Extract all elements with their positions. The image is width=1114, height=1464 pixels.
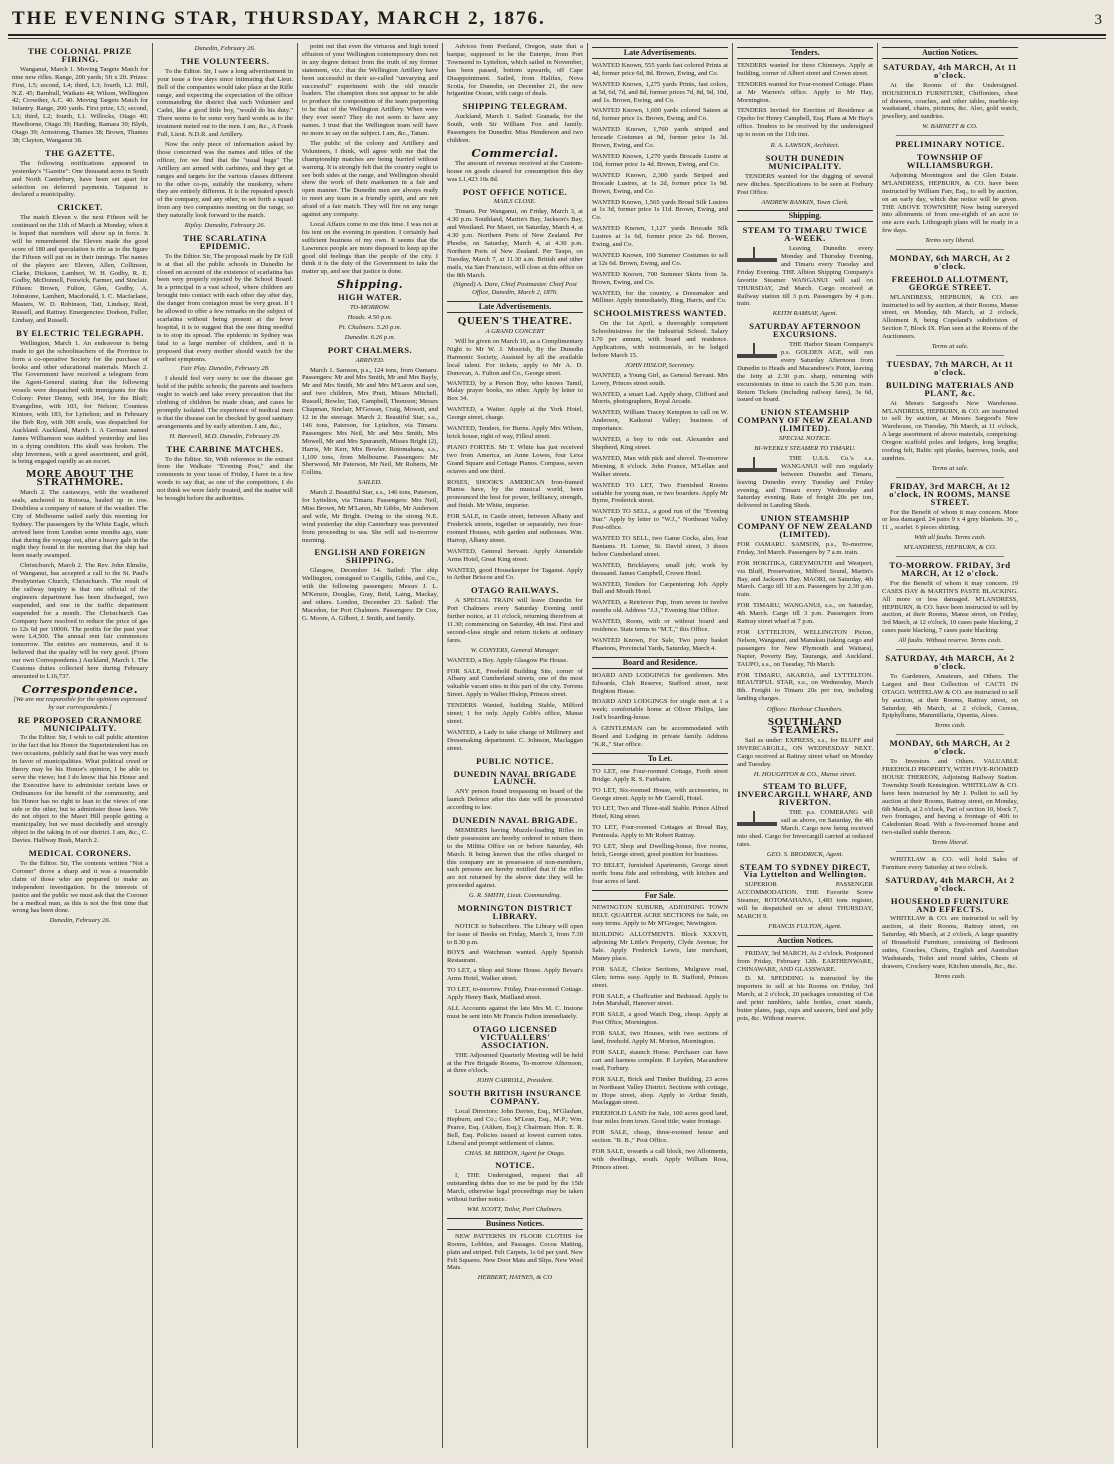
classified-ad: NEWINGTON SUBURB, ADJOINING TOWN BELT. QUARTER ACRE SECTIONS for Sale, on easy terms. Apply to Mr M'Gregor, Newington. bbox=[592, 904, 728, 928]
sailing-notice: FOR TIMARU, AKAROA, and LYTTELTON. BEAUTIFUL STAR, s.s., on Wednesday, March 8th. Freight to Timaru 20s per ton, including landing charges. bbox=[737, 671, 873, 703]
section-heading: Shipping. bbox=[737, 210, 873, 222]
column-1 bbox=[8, 43, 153, 1448]
tides-dunedin: Dunedin. 6.26 p.m. bbox=[344, 333, 396, 341]
ad-heading: TO-MORROW. FRIDAY, 3rd MARCH, At 12 o'clock. bbox=[889, 560, 1011, 578]
classified-ad: ALL Accounts against the late Mrs M. C. Instone must be sent into Mr Francis Fulton immediately. bbox=[447, 1005, 583, 1020]
ad-heading: OTAGO RAILWAYS. bbox=[471, 585, 559, 596]
classified-ad: TO LET, Shop and Dwelling-house, five rooms, brick, George street, good position for business. bbox=[592, 843, 728, 858]
signature: H. HOUGHTON & CO., Manse street. bbox=[753, 770, 857, 778]
dateline: Dunedin, February 26. bbox=[194, 45, 256, 52]
article-text: The amount of revenue received at the Custom-house on goods cleared for consumption this day was L1,423 10s 8d. bbox=[447, 159, 583, 183]
classified-ad: BUILDING ALLOTMENTS. Block XXXVII, adjoining Mr Little's Property, Clyde Avenue, for Sale. Apply Frederick Lewis, late merchant, Maney place. bbox=[592, 931, 728, 962]
classified-ad: FOR SALE, Choice Sections, Mulgrave road, Glen; terms easy. Apply to R. Stafford, Princes street. bbox=[592, 965, 728, 989]
article-heading: THE VOLUNTEERS. bbox=[180, 55, 270, 66]
ad-text: FRIDAY, 3rd MARCH, At 2 o'clock. Postponed from Friday, February 12th. EARTHENWARE, CHINAWARE, AND GLASSWARE. bbox=[737, 949, 873, 973]
article-text: To the Editor. Sir, With reference to the extract from the Walkato "Evening Post," and the comments in your issue of Friday, I have in a few words to say that, as one of the competitors, I do not think we were fairly treated, and the matter will be brought before the authorities. bbox=[157, 455, 293, 503]
article-text: To the Editor. Sir, The proposal made by Dr Gill is at that all the public schools in Dunedin be closed on account of the existence of scarlatina has been very properly rejected by the School Board. In a principal in a vast school, where children are brought into contact with each other day after day, the danger from contagion must be very great. If I be allowed to offer a few remarks on the subject of scarlatina without being present at the fever hospital, it is to suggest that the one thing needful is to stop its spread. The epidemic in Sydney was fatal to a large number of children, and it is proposed that every mother should watch for the earliest symptoms. bbox=[157, 252, 293, 363]
masthead-title: THE EVENING STAR, THURSDAY, MARCH 2, 1876. bbox=[12, 8, 546, 29]
classified-ad: WANTED Known, 700 Summer Skirts from 3s. Brown, Ewing, and Co. bbox=[592, 270, 728, 286]
classified-ad: WANTED, by a Person Boy, who knows Tamil, Malay prayer books, no other. Apply by letter to Box 34. bbox=[447, 379, 583, 403]
sailing-notice: FOR HOKITIKA, GREYMOUTH and Westport, via Bluff, Preservation, Milford Sound, Martin's Bay, and Jackson's Bay. MAORI, on Saturday, 4th March. Cargo till 10 a.m. Passengers by 2.30 p.m. train. bbox=[737, 559, 873, 599]
ad-text: ANY person found trespassing on board of the launch Defence after this date will be prosecuted according to law. bbox=[447, 788, 583, 812]
terms: Terms liberal. bbox=[931, 839, 969, 847]
ad-text: At Messrs Sargood's New Warehouse. M'LANDRESS, HEPBURN, & CO. are instructed to sell by auction, at Messrs Sargood's New Warehouse, on Tuesday, 7th March, at 11 o'clock, A large assortment of above materials, comprising: Oregon scaffold poles and ledgers, long lengths; roofing felt, Baltic spit planks, barrows, tools, and sundries. bbox=[882, 399, 1018, 462]
divider bbox=[896, 649, 1004, 650]
article-text: Wellington, March 1. An endeavour is being made to get the schoolteachers of the Province to form a co-operative Society for the purchase of books and other educational materials. March 2. The Government have received a telegram from the Agent-General stating that the following vessels were despatched with immigrants for this Colony: Peter Denny, with 364, for the Bluff; Evangeline, with 103, for Nelson; Countess Kintore, with 183, for Lyttelton; and in February the Bob Roy, with 300 souls, was despatched for Auckland. Auckland, March 1. A German named James Williamson was stabbed yesterday and lies in a dying condition. His skull was broken. The ship Inverness, with a good assortment, and gold, is being engaged rapidly as an escort. bbox=[12, 339, 148, 466]
signature: FRANCIS FULTON, Agent. bbox=[768, 922, 842, 930]
ad-subheading: BI-WEEKLY STEAMER TO TIMARU. bbox=[754, 444, 856, 452]
signature: Dunedin, February 26. bbox=[49, 917, 111, 925]
ad-text: D. M. SPEDDING is instructed by the importers to sell at his Rooms on Friday, 3rd March, at 2 o'clock, 20 packages consisting of Cut and print tumblers, table bottles, cruet stands, butter plates, jugs, cups and saucers, bird and jelly pots, &c. Without reserve. bbox=[737, 975, 873, 1022]
classified-ad: FOR SALE, in Castle street, between Albany and Frederick streets, together or separately, two four-roomed Houses, with garden and outhouses. Wm. Harrop, Albany street. bbox=[447, 513, 583, 544]
ad-text: THE p.s. COMERANG will sail as above, on Saturday, the 4th March. Cargo now being received into shed. Cargo for Invercargill carried at reduced rates. bbox=[737, 809, 873, 848]
classified-ad: WANTED, Bricklayers; small job; work by thousand. James Campbell, Crown Hotel. bbox=[592, 561, 728, 577]
article-heading: BY ELECTRIC TELEGRAPH. bbox=[16, 327, 144, 338]
article-text: Advices from Portland, Oregon, state that a barque, supposed to be the Euterpe, from Port Townsend to Lyttelton, which sailed in November, has been passed, bottom upwards, off Cape Disappointment. Sailed, from Halifax, Nova Scotia, for Dunedin, on December 21, the new brigantine Ocean, with cargo of deals. bbox=[447, 43, 583, 98]
ad-text: To Investors and Others. VALUABLE FREEHOLD PROPERTY, WITH FIVE-ROOMED HOUSE THEREON, Adjoining Railway Station. Township South Kensington. WHITELAW & CO. have been instructed by Mr J. Pollett to sell by auction at their Rooms, Rattray street, on Monday, 6th March, at 2 o'clock, Part of section 10, block 7, two frontages, and having a frontage of 40ft to Caledonian Road. With a five-roomed house and two-stalled stable thereon. bbox=[882, 758, 1019, 837]
article-heading: ENGLISH AND FOREIGN SHIPPING. bbox=[314, 547, 426, 566]
classified-ad: WANTED, William Tracey Kempton to call on W. Anderson, Kaikorai Valley; business of importance. bbox=[592, 409, 728, 433]
signature: HERBERT, HAYNES, & CO bbox=[477, 1274, 553, 1282]
article-text: Now the only piece of information asked by those concerned was the names and titles of the officer, for we find that the "usual bugs" The Artillery are armed with carbines, and they get at ranges and targets for the various classes different to the other co-ps, suitably the musketry, where they are entirely different. It is the repeated speech of the company, and any other, to set forth a squad from any two companies meeting on the range, so they naturally look forward to the match. bbox=[157, 140, 293, 220]
section-heading: Shipping. bbox=[336, 277, 404, 292]
classified-ad: WANTED, Man with pick and shovel. To-morrow Morning, 8 o'clock. John France, M'Lellan and Walker streets. bbox=[592, 454, 728, 478]
article-text: The following notifications appeared in yesterday's "Gazette": One thousand acres in South and North Canterbury, have been set apart for selection on deferred payments. Taipanui is declared a municipality. bbox=[12, 159, 148, 199]
classified-ad: TENDERS wanted for Four-roomed Cottage. Plans at Mr Warren's office. Apply to Mr Hay, Mornington. bbox=[737, 80, 873, 104]
classified-ad: WANTED TO LET, Two Furnished Rooms suitable for young man, or two boarders. Apply Mr Byrne, Frederick street. bbox=[592, 481, 728, 505]
ad-heading: BUILDING MATERIALS AND PLANT, &c. bbox=[885, 379, 1015, 398]
terms: With all faults. Terms cash. bbox=[914, 534, 986, 542]
classified-ad: TO BELET, furnished Apartments, George street north: bona fide and refreshing, with kitchen and four acres of land. bbox=[592, 861, 728, 885]
article-text: Christchurch, March 2. The Rev. John Elmslie, of Wanganui, has accepted a call to the St. Paul's Presbyterian Church, Christchurch. The result of the railway inquiry is that one official of the engineers department has been discharged, two suspended, and one in the traffic department suspended for a month. The Christchurch Gas Company have resolved to reduce the price of gas to 12s 6d per 1000ft. The profits for the past year were L4,500. The annual rent fair commences tomorrow. The entries are numerous, and it is believed that the quality will be very good. (From our own Correspondents.) Auckland, March 1. The Customs duties collected here during February amounted to L16,737. bbox=[12, 562, 148, 680]
signature: (Signed) A. Dare, Chief Postmaster. Chief Post Office, Dunedin, March 2, 1876. bbox=[453, 281, 577, 297]
signature: R. A. LAWSON, Architect. bbox=[770, 142, 840, 150]
classified-ad: A GENTLEMAN can be accommodated with Board and Lodging in private family. Address "K.R.," Star office. bbox=[592, 725, 728, 748]
ad-heading: OTAGO LICENSED VICTUALLERS' ASSOCIATION. bbox=[472, 1023, 558, 1050]
signature: Offices: Harbour Chambers. bbox=[766, 706, 843, 714]
section-heading: Late Advertisements. bbox=[447, 301, 583, 313]
classified-ad: FOR SALE, staunch Horse. Purchaser can have cart and harness complete. P. Leyden, Macandrew road, Forbury. bbox=[592, 1048, 728, 1072]
article-text: The public of the colony and Artillery and Volunteers, I think, will agree with me that the championship matches are being hurried without warning. It is strongly felt that the country ought to see both sides at the range, and Wellington should show the work of their marksmen in a fair and open manner. The Dunedin men are always ready to meet any team in a friendly spirit, and are not afraid of a fair match. They will fire on any range against any company. bbox=[302, 139, 438, 219]
ad-text: Will be given on March 10, as a Complimentary Night to Mr W. J. Moorish, By the Dunedin Harmonic Society, Assisted by all the available local talent. For tickets, apply to Mr A. D. Donovan, A. Fulton and Co., George street. bbox=[447, 338, 583, 377]
sailing-notice: FOR TIMARU, WANGANUI, s.s., on Saturday, 4th March. Cargo till 3 p.m. Passengers from Rattray street wharf at 7 p.m. bbox=[737, 602, 873, 626]
ad-text: To Gardeners, Amateurs, and Others. The Largest and Best Collection of CACTI IN OTAGO. WHITELAW & CO. are instructed to sell by auction, at their Rooms, Rattray street, on Saturday, 4th March, at 2 o'clock, Cereus, Epiphyllums, Mammillaria, Opuntia, Aloes. bbox=[882, 672, 1018, 720]
ad-text: Local Directors: John Davies, Esq., M'Glashan, Hepburn, and Co.; Geo. M'Lean, Esq., M.P.; Wm. Pearce, Esq. (Aitken, Esq.); Chairman: Hon. E. R. Bell, Esq. Policies issued at lowest current rates. Liberal and prompt settlement of claims. bbox=[447, 1108, 583, 1147]
classified-ad: WANTED Known, 2,300 yards Striped and Brocade Lustres, at 1s 2d, former price 1s 9d. Brown, Ewing, and Co. bbox=[592, 171, 728, 195]
section-heading: Late Advertisements. bbox=[592, 47, 728, 59]
ad-text: TENDERS wanted for the digging of several new ditches. Specifications to be seen at Forbury Post Office. bbox=[737, 172, 873, 196]
ad-subheading: A GRAND CONCERT bbox=[485, 328, 545, 336]
article-heading: THE CARBINE MATCHES. bbox=[166, 443, 284, 454]
classified-ad: WANTED TO SELL, two Game Cocks, also, four Bantams. H. Lorner, St. David street, 3 doors below Cumberland street. bbox=[592, 535, 728, 558]
classified-ad: WANTED, a Waiter. Apply at the York Hotel, George street, charge. bbox=[447, 406, 583, 422]
classified-ad: WANTED Known, 1,760 yards striped and brocade Costumes at 9d, former price 1s 3d. Brown, Ewing, and Co. bbox=[592, 126, 728, 150]
sub-heading: SAILED. bbox=[358, 479, 382, 487]
section-heading: Commercial. bbox=[471, 145, 559, 160]
column-7 bbox=[878, 43, 1022, 1448]
ad-text: I, THE Undersigned, request that all outstanding debts due to me be paid by the 15th March, otherwise legal proceedings may be taken without further notice. bbox=[447, 1172, 583, 1204]
ad-heading: UNION STEAMSHIP COMPANY OF NEW ZEALAND (LIMITED). bbox=[737, 407, 873, 434]
signature: KEITH RAMSAY, Agent. bbox=[772, 310, 838, 318]
steamship-icon bbox=[737, 457, 777, 477]
classified-ad: FOR SALE, Freehold Building Site, corner of Albany and Cumberland streets, one of the most valuable vacant sites in this part of the city. Torrens Street. Apply to Walter Hislop, Princes street. bbox=[447, 667, 583, 699]
column-2 bbox=[153, 43, 298, 1448]
classified-ad: WANTED, a boy to ride out. Alexander and Shepherd, King street. bbox=[592, 436, 728, 451]
ad-text: WHITELAW & CO. are instructed to sell by auction, at their Rooms, Rattray street, on Saturday, 4th March, at 2 o'clock, A large quantity of Household Furniture, consisting of Bedroom suites, Couches, Chairs, English and Australian Washstands, Toilet and round tables, Chests of drawers, Crockery ware, Kitchen utensils, &c., &c. bbox=[882, 915, 1018, 970]
section-heading: For Sale. bbox=[592, 890, 728, 902]
page-number: 3 bbox=[1094, 12, 1102, 28]
terms: Terms at sale. bbox=[931, 464, 969, 472]
ad-heading: QUEEN'S THEATRE. bbox=[457, 315, 573, 328]
classified-ad: WANTED, Tenders for Carpentering Job. Apply Bull and Mouth Hotel. bbox=[592, 580, 728, 596]
signature: CHAS. M. BRIDON, Agent for Otago. bbox=[464, 1149, 566, 1157]
article-heading: THE GAZETTE. bbox=[45, 147, 115, 158]
classified-ad: TO LET, Two and Three-stall Stable. Prince Alfred Hotel, King street. bbox=[592, 805, 728, 821]
terms: Terms at sale. bbox=[931, 343, 969, 351]
article-text: I should feel very sorry to see the disease get hold of the public schools; the parents and teachers ought to watch and take every precaution that the clothing of children be made clean, and cases be promptly isolated. The experience of medical men is that the disease can be checked by good sanitary arrangements and by early attention. I am, &c., bbox=[157, 375, 293, 430]
ad-subheading: SPECIAL NOTICE. bbox=[778, 435, 832, 443]
section-heading: Business Notices. bbox=[447, 1218, 583, 1230]
terms: Terms very liberal. bbox=[925, 237, 975, 245]
classified-ad: FOR SALE, Brick and Timber Building, 23 acres in Northeast Valley District. Sections with cottage, in Hope street, shop. Apply to Arthur Smith, Maclaggan street. bbox=[592, 1075, 728, 1107]
ad-heading: SATURDAY, 4th MARCH, At 2 o'clock. bbox=[885, 874, 1015, 893]
terms: All faults. Without reserve. Terms cash. bbox=[898, 637, 1002, 645]
ad-heading: STEAM TO TIMARU TWICE A-WEEK. bbox=[742, 225, 868, 244]
ad-text: M'LANDRESS, HEPBURN, & CO. are instructed to sell by auction, at their Rooms, Manse street, on Monday, 6th March, at 2 o'clock, Allotment 8, being Copeland's subdivision of Section 7, Block IX. Plan seen at the Rooms of the Auctioneers. bbox=[882, 293, 1018, 341]
ad-heading: PRELIMINARY NOTICE. bbox=[895, 139, 1005, 150]
ad-heading: FRIDAY, 3rd MARCH, At 12 o'clock, IN ROOMS, MANSE STREET. bbox=[889, 480, 1011, 507]
article-text: Wanganui, March 1. Moving Targets Match for nine new rifles. Range, 200 yards; 5ft x 2ft. Prizes: First, L5; second, L4; third, L3; fourth, L2. Hill, N.Z. 45; Barnbull, Waikato 44; Wilson, Wellington 42; Crowther, A.C. 40. Moving Targets Match for Infantry. Range, 200 yards. First prize, L5; second, L3; third, L2; fourth, L1. Willocks, Otago 40; Hawthorne, Otago 39; Harding, Ramara 39; Blyth, Otago 39; Armstrong, Thames 38; Brown, Thames 38; Clayton, Wanganui 38. bbox=[12, 65, 148, 144]
classified-ad: WANTED, Room, with or without board and residence. State terms to "M.T.," this Office. bbox=[592, 618, 728, 634]
classified-ad: FOR SALE, two Houses, with two sections of land, freehold. Apply M. Morton, Mornington. bbox=[592, 1030, 728, 1046]
ad-text: Sail as under: EXPRESS, s.s., for BLUFF and INVERCARGILL, ON WEDNESDAY NEXT. Cargo received at Rattray street wharf on Monday and Tuesday. bbox=[737, 736, 873, 768]
article-text: point out that even the virtuous and high toned effusion of your Wellington contemporary does not in any degree detract from the truth of my former statement, viz.: that the Wellington Artillery have been successful in their so-called "unvarying and successful" experiment with the old muzzle loaders. The champion does not appear to be able to produce the composition of the team purporting to be that of the Wellington Artillery. When were they ever seen? They do not seem to have any names. I trust that the Wellington team will have no more to say on the subject. I am, &c., Tatum. bbox=[302, 43, 438, 137]
sailing-notice: FOR OAMARU. SAMSON, p.s., To-morrow, Friday, 3rd March. Passengers by 7 a.m. train. bbox=[737, 540, 873, 556]
classified-ad: BOARD AND LODGINGS for single men at 1 a week; comfortable home at Oliver Philips, late Joel's boarding-house. bbox=[592, 698, 728, 722]
classified-ad: TENDERS wanted for three Chimneys. Apply at building, corner of Albert street and Crown street. bbox=[737, 61, 873, 77]
ad-heading: SCHOOLMISTRESS WANTED. bbox=[593, 308, 727, 319]
signature: JOHN HISLOP, Secretary. bbox=[625, 361, 695, 369]
terms: Terms cash. bbox=[934, 972, 966, 980]
article-text: To the Editor. Sir, I wish to call public attention to the fact that his Honor the Superintendent has on two occasions, publicly said that he was very much in favor of municipalities. What political creed or theory may be his Honor's opinion, I be able to serve the views; but I do know that his Honor and the Executive have to administer certain laws or Ordinances for the benefit of the community, and his Honor has no right to lean to the views of one side or the other, but to administer those laws. We do not object to the Maori Hill people getting a municipality, but we must decidedly and strongly object to the taking in of our district. I am, &c., C. Davies. Halfway Bush, March 2. bbox=[12, 734, 148, 845]
ad-text: For the Benefit of whom it may concern. 19 CASES DAY & MARTIN'S PASTE BLACKING. All more or less damaged. M'LANDRESS, HEPBURN, & CO. have been instructed to sell by auction, at their Rooms, Manse street, on Friday, 3rd March, at 12 o'clock, 10 cases paste blacking, 2 cases paste blacking, 7 cases paste blacking. bbox=[882, 579, 1018, 635]
divider bbox=[896, 135, 1004, 136]
column-3 bbox=[298, 43, 443, 1448]
ad-text: For the Benefit of whom it may concern. More or less damaged. 24 pairs 9 x 4 grey blankets. 36 ,, 11 ,, scarlet. 6 pieces shirting. bbox=[882, 508, 1018, 532]
ad-heading: TUESDAY, 7th MARCH, At 11 o'clock. bbox=[886, 359, 1014, 377]
article-text: Glasgow, December 14. Sailed: The ship Wellington, consigned to Cargills, Gibbs, and Co., with the following passengers: Messrs J. L. M'Kenzie, Douglas, Gray, Reid, Laing, Mackay, and others. London, December 23. Sailed: The Macedon, for Port Chalmers. Passengers: Dr Cox, G. Moore, A. Gilbert, J. Smith, and family. bbox=[302, 567, 438, 622]
ad-heading: SOUTH BRITISH INSURANCE COMPANY. bbox=[448, 1088, 582, 1107]
signature: G. R. SMITH, Lieut. Commanding. bbox=[468, 892, 562, 900]
classified-ad: WANTED, a Lady to take charge of Millinery and Dressmaking department. C. Johnson, Maclaggan street. bbox=[447, 728, 583, 752]
ad-text: NOTICE to Subscribers. The Library will open for issue of Books on Friday, March 3, from 7.30 to 8.30 p.m. bbox=[447, 922, 583, 946]
classified-ad: WANTED Known, 555 yards fast colored Prints at 4d, former price 6d, 8d. Brown, Ewing, and Co. bbox=[592, 61, 728, 77]
article-heading: POST OFFICE NOTICE. bbox=[462, 186, 568, 197]
column-4 bbox=[443, 43, 588, 1448]
ad-heading: STEAM TO BLUFF, INVERCARGILL WHARF, AND RIVERTON. bbox=[737, 781, 873, 808]
ad-heading: FREEHOLD ALLOTMENT, GEORGE STREET. bbox=[891, 273, 1009, 292]
divider bbox=[896, 355, 1004, 356]
column-6 bbox=[733, 43, 878, 1448]
ad-text: WHITELAW & CO. will hold Sales of Furniture every Saturday at two o'clock. bbox=[882, 856, 1018, 871]
editorial-note: [We are not responsible for the opinions expressed by our correspondents.] bbox=[13, 695, 147, 711]
ad-heading: MORNINGTON DISTRICT LIBRARY. bbox=[457, 903, 573, 921]
article-heading: CRICKET. bbox=[57, 202, 103, 213]
classified-ad: WANTED Known, 1,275 yards Prints, fast colors, at 5d, 6d, 7d, and 8d, former prices 7d, 8d, 9d, 10d, and 1s. Brown, Ewing, and Co. bbox=[592, 80, 728, 104]
article-heading: THE COLONIAL PRIZE FIRING. bbox=[27, 46, 133, 64]
tides-chalmers: Pt. Chalmers. 5.20 p.m. bbox=[338, 323, 402, 331]
tides-heading: HIGH WATER. bbox=[338, 292, 402, 303]
classified-ad: WANTED, a Retriever Pup, from seven to twelve months old. Address "J.J.," Evening Star Office. bbox=[592, 599, 728, 615]
steamship-icon bbox=[737, 247, 777, 267]
masthead bbox=[8, 8, 1106, 36]
ad-heading: SOUTH DUNEDIN MUNICIPALITY. bbox=[765, 152, 845, 171]
newspaper-page bbox=[8, 8, 1106, 1448]
classified-ad: TO LET, to-morrow. Friday, Four-roomed Cottage. Apply Henry Baek, Mailland street. bbox=[447, 986, 583, 1002]
classified-ad: WANTED TO SELL, a good run of the "Evening Star." Apply by letter to "W.J.," Northeast Valley Post-office. bbox=[592, 508, 728, 532]
classified-ad: FOR SALE, towards a call block, two Allotments, with dwellings, south. Apply William Ross, Princes street. bbox=[592, 1147, 728, 1171]
ad-heading: HOUSEHOLD FURNITURE AND EFFECTS. bbox=[890, 895, 1010, 914]
ad-text: On the 1st April, a thoroughly competent Schoolmistress for the Industrial School. Salary L70 per annum, with board and residence. Applications, with testimonials, to be lodged before March 15. bbox=[592, 320, 728, 359]
classified-ad: TO LET, a Shop and Stone House. Apply Bevan's Arms Hotel, Walker street. bbox=[447, 967, 583, 983]
classified-ad: WANTED, General Servant. Apply Annandale Arms Hotel, Great King street. bbox=[447, 547, 583, 563]
article-text: March 2. Beautiful Star, s.s., 146 tons, Paterson, for Lyttelton, via Timaru. Passengers: Mrs Neil, Miss Brown, Mr M'Laren, Mr Gibbs, Mr Anderson and wife, Mr Bright. Owing to the strong N.E. wind yesterday the ship Canterbury was prevented from proceeding to sea. She will sail to-morrow morning. bbox=[302, 489, 438, 544]
signature: Fair Play. Dunedin, February 28. bbox=[180, 365, 270, 373]
ad-heading: UNION STEAMSHIP COMPANY OF NEW ZEALAND (LIMITED). bbox=[737, 513, 873, 540]
classified-ad: WANTED Known, For Sale, Two pony basket Phaetons, Provincial Yards, Saturday, March 4. bbox=[592, 637, 728, 652]
classified-ad: WANTED Known, 1,600 yards colored Sateen at 6d, former price 1s. Brown, Ewing, and Co. bbox=[592, 107, 728, 123]
article-heading: THE SCARLATINA EPIDEMIC. bbox=[183, 232, 267, 251]
ad-text: THE Adjourned Quarterly Meeting will be held at the Fire Brigade Rooms, To-morrow Afternoon, at three o'clock. bbox=[447, 1051, 583, 1075]
tides-heads: Heads. 4.50 p.m. bbox=[347, 314, 393, 321]
ad-heading: DUNEDIN NAVAL BRIGADE LAUNCH. bbox=[453, 768, 577, 787]
article-heading: RE PROPOSED CRANMORE MUNICIPALITY. bbox=[17, 714, 143, 733]
article-text: Local Affairs come to me this time. I was not at his tent on the evening in question. I certainly had sufficient business of my own. It seems that the Lawrence people are more disposed to keep up the good old feelings than the people of the city. I think it is the duty of the Government to take the matter up, and see that justice is done. bbox=[302, 220, 438, 276]
article-heading: MEDICAL CORONERS. bbox=[28, 848, 132, 859]
signature: M'LANDRESS, HEPBURN, & CO. bbox=[903, 544, 997, 552]
classified-ad: FOR SALE, a Chaffcutter and Bedstead. Apply to John Marshall, Hanover street. bbox=[592, 992, 728, 1008]
ad-text: THE Harbor Steam Company's p.s. GOLDEN AGE, will run every Saturday Afternoon from Dunedin to Heads and Macandrew's Point, leaving the Jetty at 2.30 p.m. sharp, returning with excursionists in time to catch the 5.30 p.m. train. Return Tickets (including railway fares), 3s 6d, issued on board. bbox=[737, 341, 873, 404]
classified-ad: TENDERS Wanted, building Stable, Milford street; 1 for only. Apply Cobb's office, Manse street. bbox=[447, 702, 583, 725]
classified-ad: WANTED Known, 1,127 yards Brocade Silk Lustres at 1s 6d, former price 2s 6d. Brown, Ewing, and Co. bbox=[592, 225, 728, 249]
article-text: To the Editor. Sir, I saw a long advertisement in your issue a few days since intimating that Lieut. Bell of the companies would take place at the Rifle range, and expecting the expectation of the officer commanding the district that each Volunteer and Cadet, like a good little boy, "would do his duty." There seems to be some very hard words as to the treatment meted out to the men. I am, &c., A Frank Full, Lieut. N.D.R. and Artillery. bbox=[157, 67, 293, 139]
classified-ad: WANTED, good Housekeeper for Taganui. Apply to Arthur Briscoe and Co. bbox=[447, 566, 583, 582]
classified-ad: WANTED, for the country, a Dressmaker and Milliner. Apply immediately, Bing, Harris, and Co. bbox=[592, 289, 728, 305]
divider bbox=[896, 734, 1004, 735]
classified-ad: WANTED Known, 1,565 yards Broad Silk Lustres at 1s 3d, former price 1s 11d. Brown, Ewing, and Co. bbox=[592, 198, 728, 222]
signature: Ripley. Dunedin, February 26. bbox=[184, 222, 266, 230]
divider bbox=[896, 556, 1004, 557]
signature: W. BARNETT & CO. bbox=[922, 123, 978, 131]
classified-ad: TO LET, Four-roomed Cottages at Broad Bay, Peninsula. Apply to Mr Robert Rattray. bbox=[592, 824, 728, 840]
signature: ANDREW RANKIN, Town Clerk. bbox=[761, 198, 849, 206]
section-heading: Board and Residence. bbox=[592, 657, 728, 669]
ad-heading: PUBLIC NOTICE. bbox=[476, 755, 554, 766]
ad-text: SUPERIOR PASSENGER ACCOMMODATION. THE Favorite Screw Steamer, ROTOMAHANA, 1,483 tons register, will be despatched on or about THURSDAY, MARCH 9. bbox=[737, 881, 873, 920]
article-text: Auckland, March 1. Sailed: Granada, for the South, with Sir William Fox and family. Passengers for Dunedin: Miss Henderson and two children. bbox=[447, 113, 583, 144]
ad-heading: STEAM TO SYDNEY DIRECT, Via Lyttelton and Wellington. bbox=[739, 861, 871, 880]
section-heading: To Let. bbox=[592, 753, 728, 765]
classified-ad: TO LET, one Four-roomed Cottage, Forth street Bridge. Apply R. S. Fairbairn. bbox=[592, 767, 728, 783]
column-5 bbox=[588, 43, 733, 1448]
ad-text: Leaving Dunedin every Monday and Thursday Evening, and Timaru every Tuesday and Friday Evening. THE Albion Shipping Company's favorite Steamer WANGANUI will sail on THURSDAY, 2nd March. Cargo received at Railway station till 3 p.m. Passengers by 4 p.m. train. bbox=[737, 245, 873, 308]
ad-heading: DUNEDIN NAVAL BRIGADE. bbox=[452, 815, 578, 826]
ad-text: Adjoining Mornington and the Glen Estate. M'LANDRESS, HEPBURN, & CO. have been instructed by William Farr, Esq., to sell by auction, on an early day, which due notice will be given. THE ABOVE TOWNSHIP, Now being surveyed into allotments of from one-eighth of an acre to one acre each. Lithograph plans will be ready in a few days. bbox=[882, 171, 1018, 235]
ad-heading: SOUTHLAND STEAMERS. bbox=[767, 716, 843, 736]
classified-ad: WANTED, a Young Girl, as General Servant. Mrs Lowry, Princes street south. bbox=[592, 371, 728, 387]
ad-text: MEMBERS having Muzzle-loading Rifles in their possession are hereby ordered to return them to the Militia Office on or before Saturday, 4th March. It being known that the rifles charged to this company are in possession of non-members, such persons are hereby notified that if the rifles are not returned by the above date they will be proceeded against. bbox=[447, 826, 583, 890]
signature: JOHN CARROLL, President. bbox=[476, 1077, 554, 1085]
article-text: March 2. The castaways, with the weathered seals, anchored in Rotorua, hauled up in tow. Doubtless a company of nature of the weather. The City of Melbourne sailed early this morning for Sydney. The passengers by the White Eagle, which arrived here from London some months ago, state that during the voyage out, after a heavy gale in the night they found in the morning that the ship had been nearly swamped. bbox=[12, 489, 148, 560]
article-text: To the Editor. Sir, The contents written "Not a Coroner" drove a sharp and it was a reasonable claim of those who are prepared to make an independent investigation. In the interests of justice and the public we must ask that the Coroner be a medical man, as this is not the first time that wrong has been done. bbox=[12, 860, 148, 915]
ad-heading: TOWNSHIP OF WILLIAMSBURGH. bbox=[906, 152, 994, 170]
section-heading: Tenders. bbox=[737, 47, 873, 59]
masthead-rule bbox=[8, 38, 1106, 39]
classified-ad: FOR SALE, cheap, three-roomed house and section. "R. B.," Post Office. bbox=[592, 1129, 728, 1145]
ad-heading: SATURDAY, 4th MARCH, At 11 o'clock. bbox=[883, 61, 1017, 80]
columns bbox=[8, 43, 1106, 1448]
terms: Terms cash. bbox=[934, 722, 966, 730]
divider bbox=[896, 851, 1004, 852]
divider bbox=[896, 249, 1004, 250]
signature: W. CONYERS, General Manager. bbox=[470, 646, 560, 654]
steamship-icon bbox=[737, 811, 777, 831]
ad-heading: MONDAY, 6th MARCH, At 2 o'clock. bbox=[889, 738, 1011, 757]
article-text: The match Eleven v. the next Fifteen will be continued on the 11th of March at Monday, when it is hoped that members will show up in force. It will be remembered the Eleven made the good score of 180 and speculation is rife as to the figure the Fifteen will put on in their innings. The names of the players are: Eleven, Allen, Collinson, Clarke, Dickson, Lambert, W. H. Godby, R. E. Godby, McDonnell, Fenwick, Farmer, and Sinclair. Fifteen: Brown, Fulton, Glen, Godby, A. Johnstone, Lambert, Macdonald, I. C. Macfarlane, Masters, W. D. Robinson, Tait, Lindsay, Reid, Russell, and Rattray. Emergencies: Dodson, Fuller, Lindsay, and Russell. bbox=[12, 214, 148, 324]
article-heading: PORT CHALMERS. bbox=[327, 344, 413, 355]
classified-ad: FOR SALE, a good Watch Dog, cheap. Apply at Post Office, Mornington. bbox=[592, 1011, 728, 1027]
article-text: Timaru. Per Wanganui, on Friday, March 3, at 4.30 p.m. Southland, Martin's Bay, Jackson's Bay, and Westland. Per Maori, on Saturday, March 4, at 4.30 p.m. Northern Ports of New Zealand. Per Phoebe, on Saturday, March 4, at 4.30 p.m. Northern Ports of New Zealand. Per Taupo, on Tuesday, March 7, at 11.30 a.m. British and other mails, via San Francisco, will close at this office on the 8th March. bbox=[447, 208, 583, 279]
ad-text: A SPECIAL TRAIN will leave Dunedin for Port Chalmers every Saturday Evening until further notice, at 11 o'clock, returning therefrom at 11.30; commencing on Saturday, 4th inst. First and second-class single and return tickets at ordinary fares. bbox=[447, 597, 583, 644]
article-heading: SHIPPING TELEGRAM. bbox=[462, 101, 568, 112]
tides-subheading: TO-MORROW. bbox=[349, 304, 391, 312]
divider bbox=[896, 477, 1004, 478]
sub-heading: MAILS CLOSE. bbox=[493, 198, 537, 206]
ad-text: THE U.S.S. Co.'s s.s. WANGANUI will run regularly between Dunedin and Timaru, leaving Dunedin every Tuesday and Friday evening, and Timaru every Wednesday and Saturday evening. Rate of freight 20s per ton, delivered in Landing Sheds. bbox=[737, 454, 873, 510]
ad-text: NEW PATTERNS IN FLOOR CLOTHS for Rooms, Lobbies, and Passages. Cocoa Matting, plain and striped. Felt Carpets, 1s 6d per yard. New Felt Squares. New Door Mats and Slips. New Wool Mats. bbox=[447, 1232, 583, 1272]
classified-ad: TENDERS Invited for Erection of Residence at Opoho for Henry Campbell, Esq. Plans at Mr Hay's office. Tenders to be received by the undersigned up to noon on the 11th inst. bbox=[737, 107, 873, 139]
signature: GEO. S. BRODRICK, Agent. bbox=[766, 850, 844, 858]
classified-ad: WANTED, a Boy. Apply Glasgow Pie House. bbox=[447, 656, 568, 664]
ad-heading: MONDAY, 6th MARCH, At 2 o'clock. bbox=[889, 253, 1011, 271]
ad-heading: SATURDAY AFTERNOON EXCURSIONS. bbox=[749, 321, 861, 340]
ad-heading: NOTICE. bbox=[495, 1160, 535, 1171]
section-heading: Auction Notices. bbox=[737, 935, 873, 947]
article-heading: MORE ABOUT THE STRATHMORE. bbox=[25, 468, 135, 489]
ad-heading: SATURDAY, 4th MARCH, At 2 o'clock. bbox=[885, 653, 1015, 671]
signature: WM. SCOTT, Tailor, Port Chalmers. bbox=[467, 1206, 563, 1213]
ad-text: At the Rooms of the Undersigned. HOUSEHOLD FURNITURE, Chiffoniers, chest of drawers, couches, and other tables, marble-top washstand, chairs, pictures, &c. Also, gold watch, jewellery, and sundries. bbox=[882, 81, 1018, 121]
classified-ad: FREEHOLD LAND for Sale, 100 acres good land, four miles from town. Good title; water frontage. bbox=[592, 1110, 728, 1126]
classified-ad: WANTED, a smart Lad. Apply sharp, Clifford and Morris, photographers, Royal Arcade. bbox=[592, 390, 728, 406]
classified-ad: TO LET, Six-roomed House, with accessories, in George street. Apply to Mr Carroll, Hotel. bbox=[592, 786, 728, 802]
classified-ad: BOYS and Watchman wanted. Apply Spanish Restaurant. bbox=[447, 948, 583, 964]
classified-ad: BOARD AND LODGINGS for gentlemen. Mrs Edwards, Club Reserve, Stafford street, next Brighton House. bbox=[592, 671, 728, 695]
sub-heading: ARRIVED. bbox=[355, 356, 385, 364]
section-heading: Auction Notices. bbox=[882, 47, 1018, 59]
classified-ad: WANTED Known, 100 Summer Costumes to sell at 12s 6d. Brown, Ewing, and Co. bbox=[592, 251, 728, 267]
signature: H. Barewell, M.D. Dunedin, February 29. bbox=[169, 432, 281, 440]
classified-ad: ROSES, SHOOK'S AMERICAN Iron-framed Pianos have, by the musical world, been pronounced the best for power, brilliancy, strength, and finish. Mr White, importer. bbox=[447, 478, 583, 510]
classified-ad: WANTED Known, 1,270 yards Brocade Lustre at 10d, former price 1s 4d. Brown, Ewing, and Co. bbox=[592, 152, 728, 168]
article-text: March 1. Samson, p.s., 124 tons, from Oamaru. Passengers: Mr and Mrs Smith, Mr and Mrs Bayly, Mr and Mrs Smith, Mr and Mrs M'Laren and son, and two children, Mrs Pratt, Misses Mitchell, Russell, Bowler, Tait, Campbell, Thomson; Messrs Chapman, Sinclair, M'Gowan, Craig, Mowett, and 12 in the steerage. March 2. Beautiful Star, s.s., 146 tons, Paterson, for Lyttelton, via Timaru. Passengers: Mrs Neil, Mr and Mrs Smith, Mrs Mowell, Mr and Mrs Spuraneth, Misses Bright (2), Harris, Mr Kerr, Mrs Bowler. Rotomahana, s.s., 1,100 tons, from Melbourne. Passengers: Mr Sherwood, Mr Paterson, Mr Neil, Mr Roberts, Mr Collins. bbox=[302, 366, 438, 477]
classified-ad: PIANO FORTES. Mr T. White has just received two from America, an Anne Lowes, four Lexa Grand Square and Cottage Pianos. Compass, seven octaves and one third. bbox=[447, 443, 583, 475]
sailing-notice: FOR LYTTELTON, WELLINGTON Picton, Nelson, Wanganui, and Manukau (taking cargo and passengers for New Plymouth and Waitara), Napier, Poverty Bay, Tauranga, and Auckland. TAUPO, s.s., on Tuesday, 7th March. bbox=[737, 629, 873, 668]
steamship-icon bbox=[737, 343, 777, 363]
classified-ad: WANTED, Tenders, for Burns. Apply Mrs Wilson, brick house, right of way, Filleul street. bbox=[447, 425, 583, 440]
section-heading: Correspondence. bbox=[21, 681, 139, 696]
